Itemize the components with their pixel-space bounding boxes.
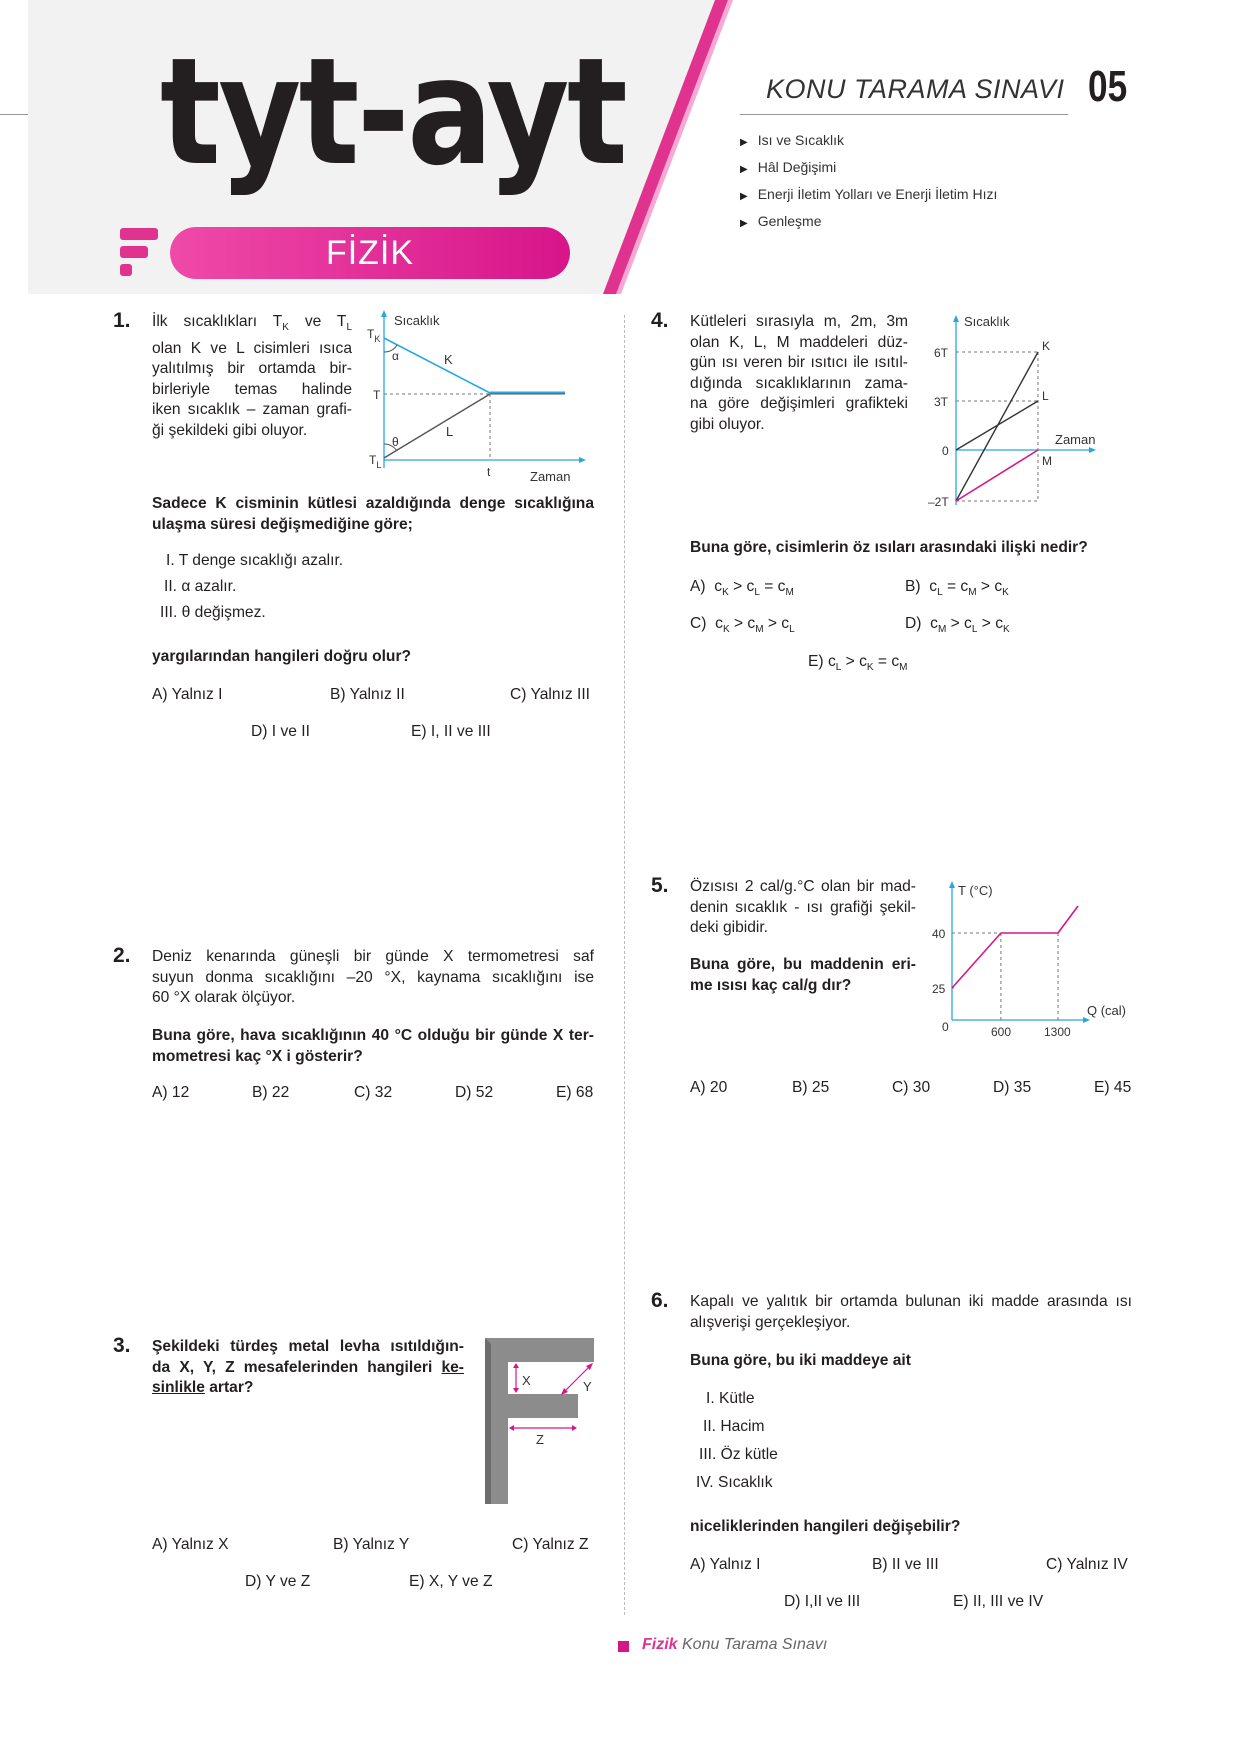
q6-number: 6. (651, 1289, 669, 1312)
q5-y40: 40 (932, 927, 946, 941)
svg-text:K: K (1042, 339, 1051, 353)
q2-number: 2. (113, 944, 131, 967)
q5-x1300: 1300 (1044, 1025, 1071, 1039)
q1-prompt: yargılarından hangileri doğru olur? (152, 648, 412, 665)
q4-option-e[interactable]: E) $c_L > c_K = c_M$ (808, 653, 908, 674)
q5-series-segment (1058, 906, 1078, 933)
svg-text:–2T: –2T (928, 495, 949, 509)
svg-text:Sıcaklık: Sıcaklık (964, 314, 1010, 329)
q4-option-a[interactable]: A) $c_K > c_L = c_M$ (690, 578, 794, 599)
q5-series-segment (952, 933, 1001, 988)
exam-number: 05 (1088, 62, 1128, 111)
q4-graph (920, 310, 1105, 510)
topic-item: ▶ Genleşme (740, 209, 997, 236)
brand-logo: tyt-ayt (160, 26, 626, 198)
q6-option-b[interactable]: B) II ve III (872, 1556, 939, 1573)
svg-text:K: K (444, 352, 453, 367)
q2-option-a[interactable]: A) 12 (152, 1084, 190, 1101)
q6-statement: III. Öz kütle (699, 1446, 778, 1463)
q5-x600: 600 (991, 1025, 1012, 1039)
q5-option-c[interactable]: C) 30 (892, 1079, 931, 1096)
q3-text: Şekildeki türdeş metal levha ısıtıldığın- da X, Y, Z mesafelerinden hangileri ke- sinlikle artar? (152, 1338, 464, 1396)
topic-item: ▶ Hâl Değişimi (740, 155, 997, 182)
q1-option-d[interactable]: D) I ve II (251, 723, 310, 740)
svg-text:0: 0 (942, 444, 949, 458)
q1-text: İlk sıcaklıkları $T_K$ ve $T_L$ olan K ve L cisimleri ısıca yalıtılmış bir ortamda bir- birleriyle temas halinde iken sıcaklık – zaman grafi- ği şekildeki gibi oluyor. (152, 313, 352, 439)
brand-f-icon (120, 228, 160, 280)
q6-statement: IV. Sıcaklık (696, 1474, 773, 1491)
q4-option-c[interactable]: C) $c_K > c_M > c_L$ (690, 615, 795, 636)
q1-option-b[interactable]: B) Yalnız II (330, 686, 405, 703)
svg-text:6T: 6T (934, 346, 949, 360)
q4-question: Buna göre, cisimlerin öz ısıları arasındaki ilişki nedir? (690, 539, 1088, 556)
svg-text:L: L (1042, 389, 1049, 403)
q4-option-d[interactable]: D) $c_M > c_L > c_K$ (905, 615, 1010, 636)
q2-text: Deniz kenarında güneşli bir günde X termometresi saf suyun donma sıcaklığını –20 °X, kaynama sıcaklığını ise 60 °X olarak ölçüyor. (152, 948, 594, 1006)
q4-option-b[interactable]: B) $c_L = c_M > c_K$ (905, 578, 1009, 599)
q6-prompt: niceliklerinden hangileri değişebilir? (690, 1518, 961, 1535)
q2-option-b[interactable]: B) 22 (252, 1084, 290, 1101)
topic-list (740, 128, 997, 236)
footer-square-icon (618, 1641, 629, 1652)
q3-number: 3. (113, 1334, 131, 1357)
q6-statement: II. Hacim (703, 1418, 765, 1435)
svg-text:T: T (373, 388, 381, 402)
svg-text:Zaman: Zaman (1055, 432, 1096, 447)
svg-text:Q (cal): Q (cal) (1087, 1003, 1126, 1018)
q5-graph (920, 876, 1135, 1046)
svg-text:θ: θ (392, 435, 399, 449)
svg-text:T (°C): T (°C) (958, 883, 993, 898)
svg-text:M: M (1042, 454, 1052, 468)
q1-option-a[interactable]: A) Yalnız I (152, 686, 223, 703)
q4-number: 4. (651, 309, 669, 332)
q6-statement: I. Kütle (706, 1390, 755, 1407)
q5-option-a[interactable]: A) 20 (690, 1079, 728, 1096)
q1-question: Sadece K cisminin kütlesi azaldığında denge sıcaklığına ulaşma süresi değişmediğine göre; (152, 495, 594, 533)
svg-text:Zaman: Zaman (530, 469, 571, 484)
svg-text:Z: Z (536, 1432, 544, 1447)
q1-statement: I. T denge sıcaklığı azalır. (166, 552, 344, 569)
svg-text:TL: $T_L$ (369, 453, 382, 470)
q2-question: Buna göre, hava sıcaklığının 40 °C olduğu bir günde X ter- mometresi kaç °X i gösterir? (152, 1027, 594, 1065)
q6-option-e[interactable]: E) II, III ve IV (953, 1593, 1044, 1610)
topic-item: ▶ Isı ve Sıcaklık (740, 128, 997, 155)
q3-option-e[interactable]: E) X, Y ve Z (409, 1573, 493, 1590)
q5-question: Buna göre, bu maddenin eri- me ısısı kaç cal/g dır? (690, 956, 916, 994)
exam-title: KONU TARAMA SINAVI (766, 74, 1065, 104)
q2-option-c[interactable]: C) 32 (354, 1084, 393, 1101)
q3-option-a[interactable]: A) Yalnız X (152, 1536, 229, 1553)
q5-option-e[interactable]: E) 45 (1094, 1079, 1132, 1096)
q3-option-c[interactable]: C) Yalnız Z (512, 1536, 589, 1553)
q6-text: Kapalı ve yalıtık bir ortamda bulunan iki madde arasında ısı alışverişi gerçekleşiyor. (690, 1293, 1132, 1331)
svg-text:α: α (392, 349, 399, 363)
svg-text:3T: 3T (934, 395, 949, 409)
q2-option-d[interactable]: D) 52 (455, 1084, 494, 1101)
q1-number: 1. (113, 309, 131, 332)
q2-option-e[interactable]: E) 68 (556, 1084, 594, 1101)
q1-option-c[interactable]: C) Yalnız III (510, 686, 591, 703)
q1-statement: II. α azalır. (164, 578, 237, 595)
q5-option-d[interactable]: D) 35 (993, 1079, 1032, 1096)
q3-option-b[interactable]: B) Yalnız Y (333, 1536, 410, 1553)
topic-item: ▶ Enerji İletim Yolları ve Enerji İletim Hızı (740, 182, 997, 209)
svg-text:Sıcaklık: Sıcaklık (394, 313, 440, 328)
svg-text:TK: $T_K$ (367, 327, 381, 344)
q1-statement: III. θ değişmez. (160, 604, 266, 621)
q5-y0: 0 (942, 1020, 949, 1034)
exam-title-rule (740, 114, 1068, 115)
subject-pill: FİZİK (170, 227, 570, 279)
q5-number: 5. (651, 874, 669, 897)
q3-f-plate (480, 1338, 600, 1508)
svg-text:X: X (522, 1373, 531, 1388)
q5-text: Özısısı 2 cal/g.°C olan bir mad- denin sıcaklık - ısı grafiği şekil- deki gibidir. (690, 878, 916, 936)
q3-option-d[interactable]: D) Y ve Z (245, 1573, 311, 1590)
footer-text: Fizik Konu Tarama Sınavı (642, 1636, 828, 1653)
q5-option-b[interactable]: B) 25 (792, 1079, 830, 1096)
q1-option-e[interactable]: E) I, II ve III (411, 723, 491, 740)
svg-text:L: L (446, 424, 454, 439)
svg-text:Y: Y (583, 1379, 592, 1394)
column-divider (624, 315, 625, 1615)
q6-option-a[interactable]: A) Yalnız I (690, 1556, 761, 1573)
q6-option-c[interactable]: C) Yalnız IV (1046, 1556, 1128, 1573)
q4-text: Kütleleri sırasıyla m, 2m, 3m olan K, L, M maddeleri düz- gün ısı veren bir ısıtıcı ile ısıtıl- dığında sıcaklıklarının zama- na göre değişimleri grafikteki gibi oluyor. (690, 313, 908, 433)
svg-text:t: t (487, 465, 491, 479)
q1-graph (360, 308, 605, 488)
q5-y25: 25 (932, 982, 946, 996)
q6-option-d[interactable]: D) I,II ve III (784, 1593, 861, 1610)
q6-question: Buna göre, bu iki maddeye ait (690, 1352, 911, 1369)
